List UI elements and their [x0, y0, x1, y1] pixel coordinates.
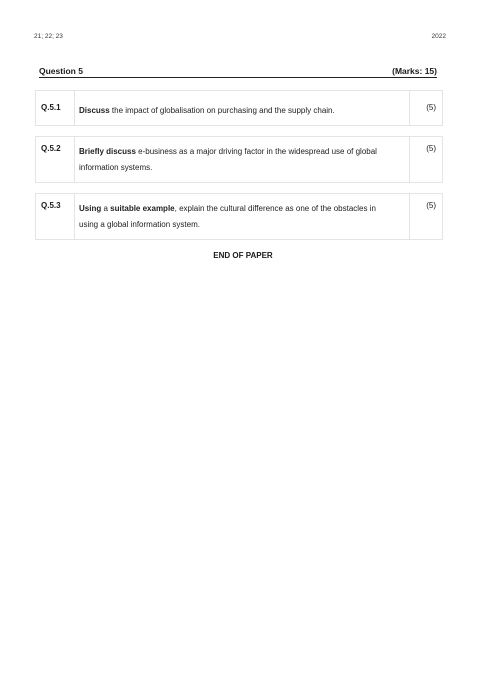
question-instruction: Briefly discuss — [79, 147, 136, 156]
row-spacer — [36, 126, 443, 137]
question-title: Question 5 — [39, 66, 83, 76]
question-row — [36, 137, 443, 183]
question-number: Q.5.1 — [36, 91, 75, 126]
question-body: e-business as a major driving factor in the widespread use of global — [135, 147, 377, 156]
question-row — [36, 91, 443, 126]
question-line — [79, 201, 399, 217]
year-label: 2022 — [431, 33, 446, 40]
question-line: information systems. — [79, 163, 153, 172]
question-line: using a global information system. — [79, 220, 200, 229]
question-line — [79, 144, 399, 160]
question-number: Q.5.2 — [36, 137, 75, 183]
question-mark: (5) — [410, 91, 443, 126]
question-body: the impact of globalisation on purchasing and the supply chain. — [109, 106, 335, 115]
module-codes: 21; 22; 23 — [34, 33, 63, 40]
end-of-paper: END OF PAPER — [213, 251, 273, 260]
question-line — [79, 103, 399, 119]
question-body-plain: a — [101, 204, 111, 213]
question-row — [36, 194, 443, 240]
row-spacer — [36, 183, 443, 194]
question-instruction: Using — [79, 204, 102, 213]
question-text — [75, 194, 410, 240]
question-number: Q.5.3 — [36, 194, 75, 240]
question-mark: (5) — [410, 194, 443, 240]
question-emphasis: suitable example — [110, 204, 175, 213]
questions-table — [35, 90, 443, 240]
question-body: , explain the cultural difference as one of the obstacles in — [174, 204, 376, 213]
question-instruction: Discuss — [79, 106, 110, 115]
question-mark: (5) — [410, 137, 443, 183]
question-heading — [39, 66, 437, 78]
question-marks: (Marks: 15) — [392, 66, 437, 76]
question-text — [75, 137, 410, 183]
question-text — [75, 91, 410, 126]
